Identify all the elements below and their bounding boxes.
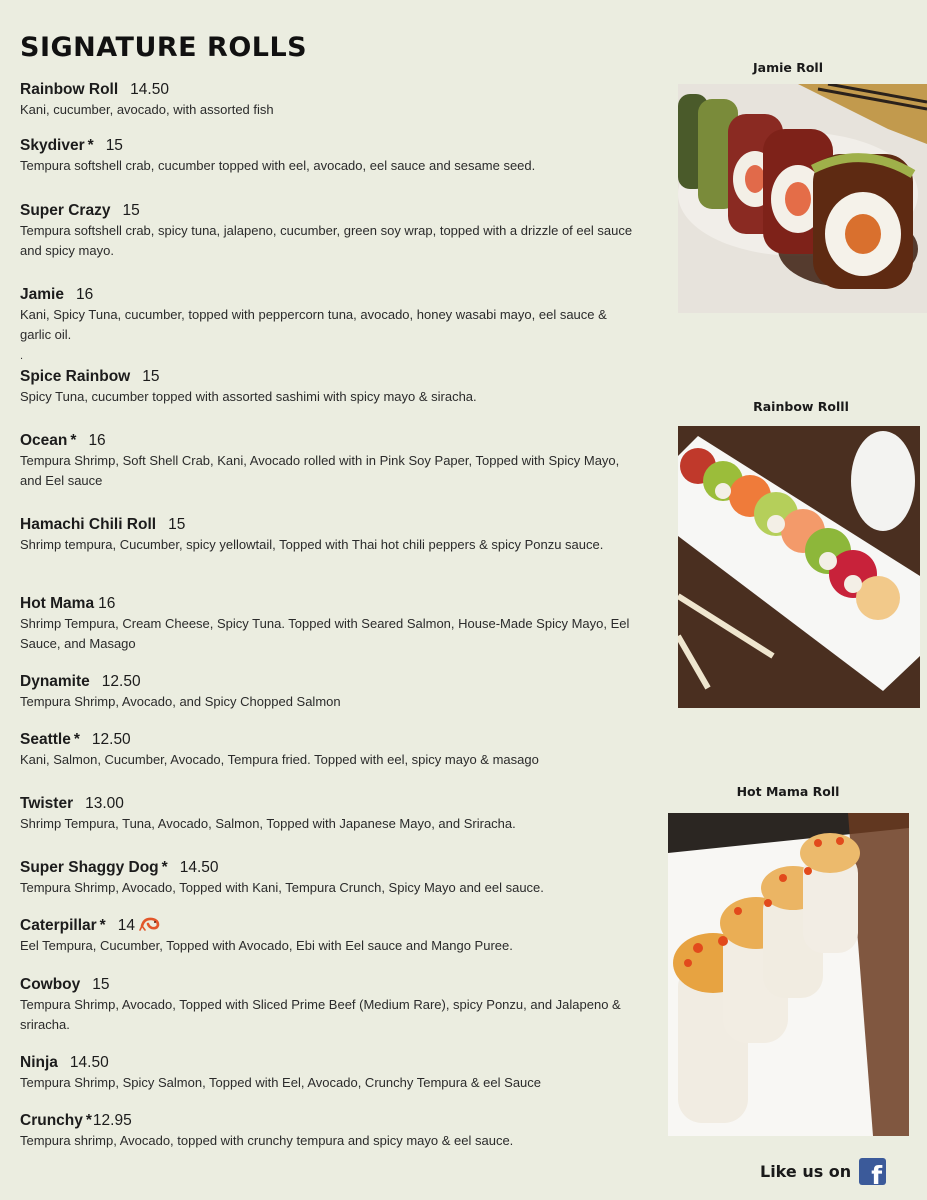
item-description: Shrimp tempura, Cucumber, spicy yellowtail, Topped with Thai hot chili peppers & spicy Ponzu sauce.	[20, 537, 604, 552]
item-description: Tempura Shrimp, Avocado, Topped with Kani, Tempura Crunch, Spicy Mayo and eel sauce.	[20, 880, 544, 895]
item-mark: *	[73, 731, 80, 748]
menu-item-ocean	[20, 431, 635, 491]
item-mark: *	[70, 432, 77, 449]
stray-mark: .	[20, 350, 24, 362]
item-description: Spicy Tuna, cucumber topped with assorted sashimi with spicy mayo & siracha.	[20, 389, 477, 404]
item-description: Shrimp Tempura, Tuna, Avocado, Salmon, Topped with Japanese Mayo, and Sriracha.	[20, 816, 516, 831]
menu-item-crunchy	[20, 1111, 635, 1151]
item-description: Kani, Salmon, Cucumber, Avocado, Tempura fried. Topped with eel, spicy mayo & masago	[20, 752, 539, 767]
item-name: Ninja	[20, 1054, 58, 1071]
item-price: 16	[98, 595, 116, 612]
item-price: 14.50	[130, 81, 169, 98]
item-description: Tempura shrimp, Avocado, topped with crunchy tempura and spicy mayo & eel sauce.	[20, 1133, 514, 1148]
menu-item-super-shaggy-dog	[20, 858, 635, 898]
item-price: 15	[142, 368, 160, 385]
social-label: Like us on	[760, 1162, 852, 1181]
item-price: 12.50	[91, 731, 131, 748]
facebook-glyph: f	[871, 1161, 883, 1185]
item-description: Shrimp Tempura, Cream Cheese, Spicy Tuna. Topped with Seared Salmon, House-Made Spicy Mayo, Eel Sauce, and Masago	[20, 616, 630, 651]
item-price: 14.50	[179, 859, 219, 876]
photo-caption-rainbow-roll: Rainbow Rolll	[753, 399, 849, 414]
item-mark: *	[87, 137, 94, 154]
menu-item-seattle	[20, 730, 635, 770]
photo-hot-mama-roll	[668, 813, 909, 1136]
item-name: Skydiver	[20, 137, 85, 154]
item-description: Tempura Shrimp, Avocado, Topped with Sliced Prime Beef (Medium Rare), spicy Ponzu, and Jalapeno & sriracha.	[20, 997, 621, 1032]
facebook-like-link[interactable]	[760, 1158, 886, 1185]
item-mark: *	[85, 1112, 92, 1129]
item-description: Tempura softshell crab, cucumber topped with eel, avocado, eel sauce and sesame seed.	[20, 158, 536, 173]
menu-item-twister	[20, 794, 635, 834]
item-price: 16	[75, 286, 94, 303]
item-name: Rainbow Roll	[20, 81, 119, 98]
item-price: 14.50	[69, 1054, 109, 1071]
item-description: Eel Tempura, Cucumber, Topped with Avocado, Ebi with Eel sauce and Mango Puree.	[20, 938, 513, 953]
item-description: Kani, cucumber, avocado, with assorted fish	[20, 102, 274, 117]
menu-item-jamie	[20, 285, 635, 345]
item-name: Caterpillar	[20, 917, 97, 934]
menu-item-hot-mama	[20, 594, 635, 654]
menu-item-dynamite	[20, 672, 635, 712]
item-name: Hamachi Chili Roll	[20, 516, 157, 533]
item-name: Twister	[20, 795, 74, 812]
photo-jamie-roll	[678, 84, 927, 313]
menu-item-spice-rainbow	[20, 367, 635, 407]
photo-caption-jamie-roll: Jamie Roll	[752, 60, 823, 75]
item-description: Tempura softshell crab, spicy tuna, jalapeno, cucumber, green soy wrap, topped with a drizzle of eel sauce and spicy mayo.	[20, 223, 633, 258]
item-mark: *	[99, 917, 106, 934]
photo-caption-hot-mama-roll: Hot Mama Roll	[736, 784, 840, 799]
item-description: Tempura Shrimp, Soft Shell Crab, Kani, Avocado rolled with in Pink Soy Paper, Topped with Spicy Mayo, and Eel sauce	[20, 453, 620, 488]
shrimp-icon	[139, 916, 161, 932]
item-price: 12.50	[101, 673, 141, 690]
item-name: Ocean	[20, 432, 68, 449]
menu-item-super-crazy	[20, 201, 635, 261]
menu-item-ninja	[20, 1053, 635, 1093]
item-price: 12.95	[92, 1112, 132, 1129]
item-name: Cowboy	[20, 976, 81, 993]
item-price: 16	[88, 432, 106, 449]
item-mark: *	[161, 859, 168, 876]
item-description: Tempura Shrimp, Avocado, and Spicy Chopped Salmon	[20, 694, 341, 709]
item-price: 13.00	[85, 795, 124, 812]
item-price: 15	[92, 976, 110, 993]
item-price: 14	[117, 917, 135, 934]
item-name: Super Crazy	[20, 202, 111, 219]
item-price: 15	[168, 516, 186, 533]
facebook-icon[interactable]	[859, 1158, 886, 1185]
item-name: Crunchy	[20, 1112, 83, 1129]
item-price: 15	[105, 137, 123, 154]
item-name: Hot Mama	[20, 595, 95, 612]
item-name: Dynamite	[20, 673, 90, 690]
item-name: Seattle	[20, 731, 71, 748]
menu-item-hamachi-chili-roll	[20, 515, 635, 555]
menu-item-caterpillar	[20, 916, 635, 956]
menu-item-cowboy	[20, 975, 635, 1035]
photo-rainbow-roll	[678, 426, 920, 708]
item-name: Spice Rainbow	[20, 368, 131, 385]
item-name: Super Shaggy Dog	[20, 859, 159, 876]
item-description: Tempura Shrimp, Spicy Salmon, Topped with Eel, Avocado, Crunchy Tempura & eel Sauce	[20, 1075, 542, 1090]
item-price: 15	[122, 202, 140, 219]
menu-item-rainbow-roll	[20, 80, 635, 120]
page-title: SIGNATURE ROLLS	[20, 32, 308, 63]
item-name: Jamie	[20, 286, 64, 303]
menu-item-skydiver	[20, 136, 635, 176]
item-description: Kani, Spicy Tuna, cucumber, topped with peppercorn tuna, avocado, honey wasabi mayo, eel sauce & garlic oil.	[20, 307, 607, 342]
